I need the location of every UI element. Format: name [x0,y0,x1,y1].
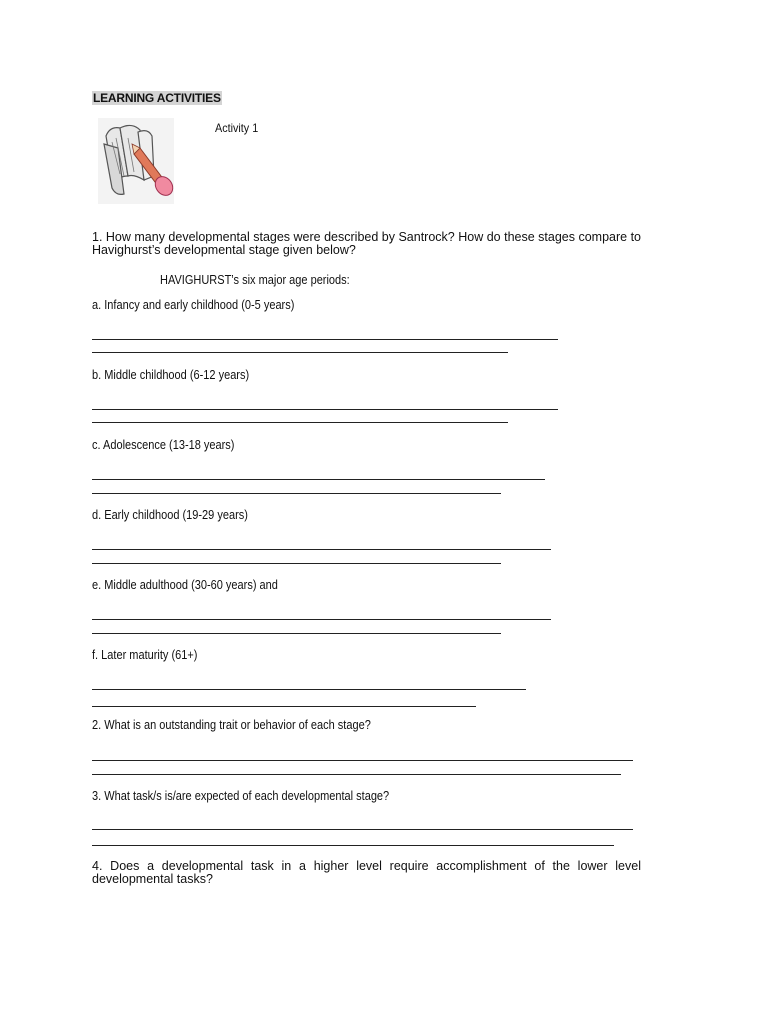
item-d: d. Early childhood (19-29 years) [92,508,248,522]
item-b: b. Middle childhood (6-12 years) [92,368,250,382]
answer-line [92,706,476,707]
answer-line [92,479,545,480]
answer-line [92,760,633,761]
answer-line [92,549,551,550]
item-c: c. Adolescence (13-18 years) [92,438,235,452]
activity-label: Activity 1 [215,121,259,135]
answer-line [92,829,633,830]
answer-line [92,619,551,620]
answer-line [92,339,558,340]
answer-line [92,409,558,410]
books-and-pencil-icon [98,118,174,204]
answer-line [92,563,501,564]
periods-title: HAVIGHURST’s six major age periods: [160,273,350,287]
item-f: f. Later maturity (61+) [92,648,198,662]
answer-line [92,493,501,494]
answer-line [92,774,621,775]
question-3: 3. What task/s is/are expected of each developmental stage? [92,789,390,803]
item-a: a. Infancy and early childhood (0-5 years) [92,298,295,312]
question-4: 4. Does a developmental task in a higher level require accomplishment of the lower level developmental tasks? [92,859,641,886]
answer-line [92,633,501,634]
answer-line [92,845,614,846]
answer-line [92,352,508,353]
question-2: 2. What is an outstanding trait or behavior of each stage? [92,718,371,732]
question-1: 1. How many developmental stages were described by Santrock? How do these stages compare to Havighurst’s developmental stage given below? [92,230,641,257]
answer-line [92,689,526,690]
section-heading: LEARNING ACTIVITIES [93,91,221,105]
answer-line [92,422,508,423]
item-e: e. Middle adulthood (30-60 years) and [92,578,278,592]
